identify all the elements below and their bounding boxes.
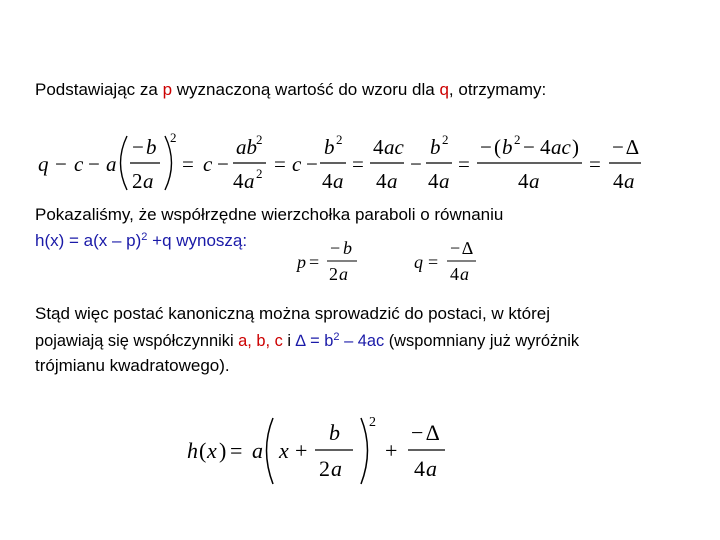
svg-text:b: b: [343, 238, 352, 258]
discriminant-rest: – 4ac: [339, 332, 385, 350]
canonical-text-line1-content: Stąd więc postać kanoniczną można sprowadzić do postaci, w której: [35, 304, 550, 323]
svg-text:2: 2: [514, 132, 521, 147]
vertex-equation-exponent: 2: [141, 231, 148, 243]
svg-text:a: a: [252, 438, 263, 463]
svg-text:4: 4: [233, 169, 244, 193]
svg-text:=: =: [458, 152, 470, 176]
variable-p: p: [162, 80, 173, 99]
svg-text:b: b: [329, 420, 340, 445]
svg-text:2: 2: [132, 169, 143, 193]
canonical-text-part-b: i: [282, 332, 296, 350]
svg-text:=: =: [309, 252, 320, 272]
svg-text:a: a: [460, 264, 469, 284]
svg-text:∆: ∆: [626, 135, 639, 159]
intro-text: [35, 80, 546, 100]
svg-text:ac: ac: [384, 135, 404, 159]
svg-text:a: a: [426, 456, 437, 481]
svg-text:c: c: [203, 152, 213, 176]
canonical-text-part-c: (wspomniany już wyróżnik: [384, 332, 580, 350]
svg-text:−: −: [55, 152, 67, 176]
svg-text:b: b: [324, 135, 335, 159]
svg-text:2: 2: [256, 166, 263, 181]
svg-text:4: 4: [373, 135, 384, 159]
canonical-text-line3-content: trójmianu kwadratowego).: [35, 356, 230, 375]
svg-text:−: −: [217, 152, 229, 176]
vertex-p-formula: [295, 238, 375, 288]
svg-text:p: p: [297, 252, 306, 272]
svg-text:b: b: [146, 135, 157, 159]
svg-text:4: 4: [518, 169, 529, 193]
svg-text:−: −: [330, 238, 341, 258]
svg-text:a: a: [143, 169, 154, 193]
vertex-q-formula: [412, 238, 492, 288]
svg-text:2: 2: [336, 132, 343, 147]
vertex-text-line1: [35, 205, 503, 225]
canonical-text-line3: [35, 356, 230, 376]
svg-text:h: h: [187, 438, 198, 463]
svg-text:): ): [219, 438, 227, 463]
svg-text:c: c: [292, 152, 302, 176]
svg-text:ac: ac: [551, 135, 571, 159]
canonical-form-formula: [185, 410, 485, 490]
svg-text:(: (: [199, 438, 207, 463]
svg-text:a: a: [333, 169, 344, 193]
svg-text:−: −: [411, 420, 424, 445]
svg-text:4: 4: [540, 135, 551, 159]
q-derivation-formula: [0, 128, 720, 198]
svg-text:a: a: [244, 169, 255, 193]
svg-text:c: c: [74, 152, 84, 176]
svg-text:2: 2: [319, 456, 330, 481]
svg-text:=: =: [589, 152, 601, 176]
variable-q: q: [439, 80, 449, 99]
svg-text:+: +: [385, 438, 398, 463]
svg-text:a: a: [339, 264, 348, 284]
svg-text:∆: ∆: [426, 420, 440, 445]
svg-text:): ): [572, 135, 579, 159]
svg-text:=: =: [182, 152, 194, 176]
svg-text:−: −: [410, 152, 422, 176]
canonical-text-line2: [35, 331, 579, 351]
svg-text:=: =: [274, 152, 286, 176]
svg-text:2: 2: [329, 264, 338, 284]
svg-text:(: (: [494, 135, 501, 159]
svg-text:+: +: [295, 438, 308, 463]
svg-text:−: −: [132, 135, 144, 159]
svg-text:−: −: [306, 152, 318, 176]
svg-text:b: b: [430, 135, 441, 159]
svg-text:4: 4: [376, 169, 387, 193]
svg-text:4: 4: [613, 169, 624, 193]
svg-text:−: −: [612, 135, 624, 159]
svg-text:q: q: [414, 252, 423, 272]
svg-text:a: a: [624, 169, 635, 193]
svg-text:a: a: [439, 169, 450, 193]
svg-text:∆: ∆: [462, 238, 474, 258]
svg-text:=: =: [230, 438, 243, 463]
vertex-text-line2: [35, 231, 247, 251]
canonical-text-line1: [35, 304, 550, 324]
svg-text:2: 2: [442, 132, 449, 147]
svg-text:2: 2: [369, 415, 376, 430]
svg-text:x: x: [279, 438, 289, 463]
svg-text:a: a: [529, 169, 540, 193]
canonical-text-part-a: pojawiają się współczynniki: [35, 332, 239, 350]
svg-text:b: b: [502, 135, 513, 159]
svg-text:=: =: [352, 152, 364, 176]
vertex-equation: h(x) = a(x – p): [35, 231, 142, 250]
svg-text:ab: ab: [236, 135, 257, 159]
svg-text:a: a: [387, 169, 398, 193]
intro-text-part3: , otrzymamy:: [448, 80, 547, 99]
svg-text:=: =: [428, 252, 439, 272]
svg-text:−: −: [450, 238, 461, 258]
coefficients-abc: a, b, c: [238, 332, 283, 350]
svg-text:4: 4: [322, 169, 333, 193]
svg-text:4: 4: [450, 264, 459, 284]
vertex-text-line1-content: Pokazaliśmy, że współrzędne wierzchołka paraboli o równaniu: [35, 205, 504, 224]
discriminant-exponent: 2: [333, 331, 340, 343]
svg-text:q: q: [38, 152, 49, 176]
intro-text-part2: wyznaczoną wartość do wzoru dla: [172, 80, 440, 99]
svg-text:a: a: [331, 456, 342, 481]
svg-text:4: 4: [414, 456, 425, 481]
svg-text:2: 2: [170, 130, 177, 145]
svg-text:x: x: [207, 438, 217, 463]
svg-text:−: −: [88, 152, 100, 176]
svg-text:−: −: [523, 135, 535, 159]
intro-text-part1: Podstawiając za: [35, 80, 163, 99]
vertex-equation-end: +q wynoszą:: [147, 231, 248, 250]
svg-text:4: 4: [428, 169, 439, 193]
svg-text:2: 2: [256, 132, 263, 147]
svg-text:−: −: [480, 135, 492, 159]
discriminant-delta: ∆ = b: [295, 332, 334, 350]
svg-text:a: a: [106, 152, 117, 176]
